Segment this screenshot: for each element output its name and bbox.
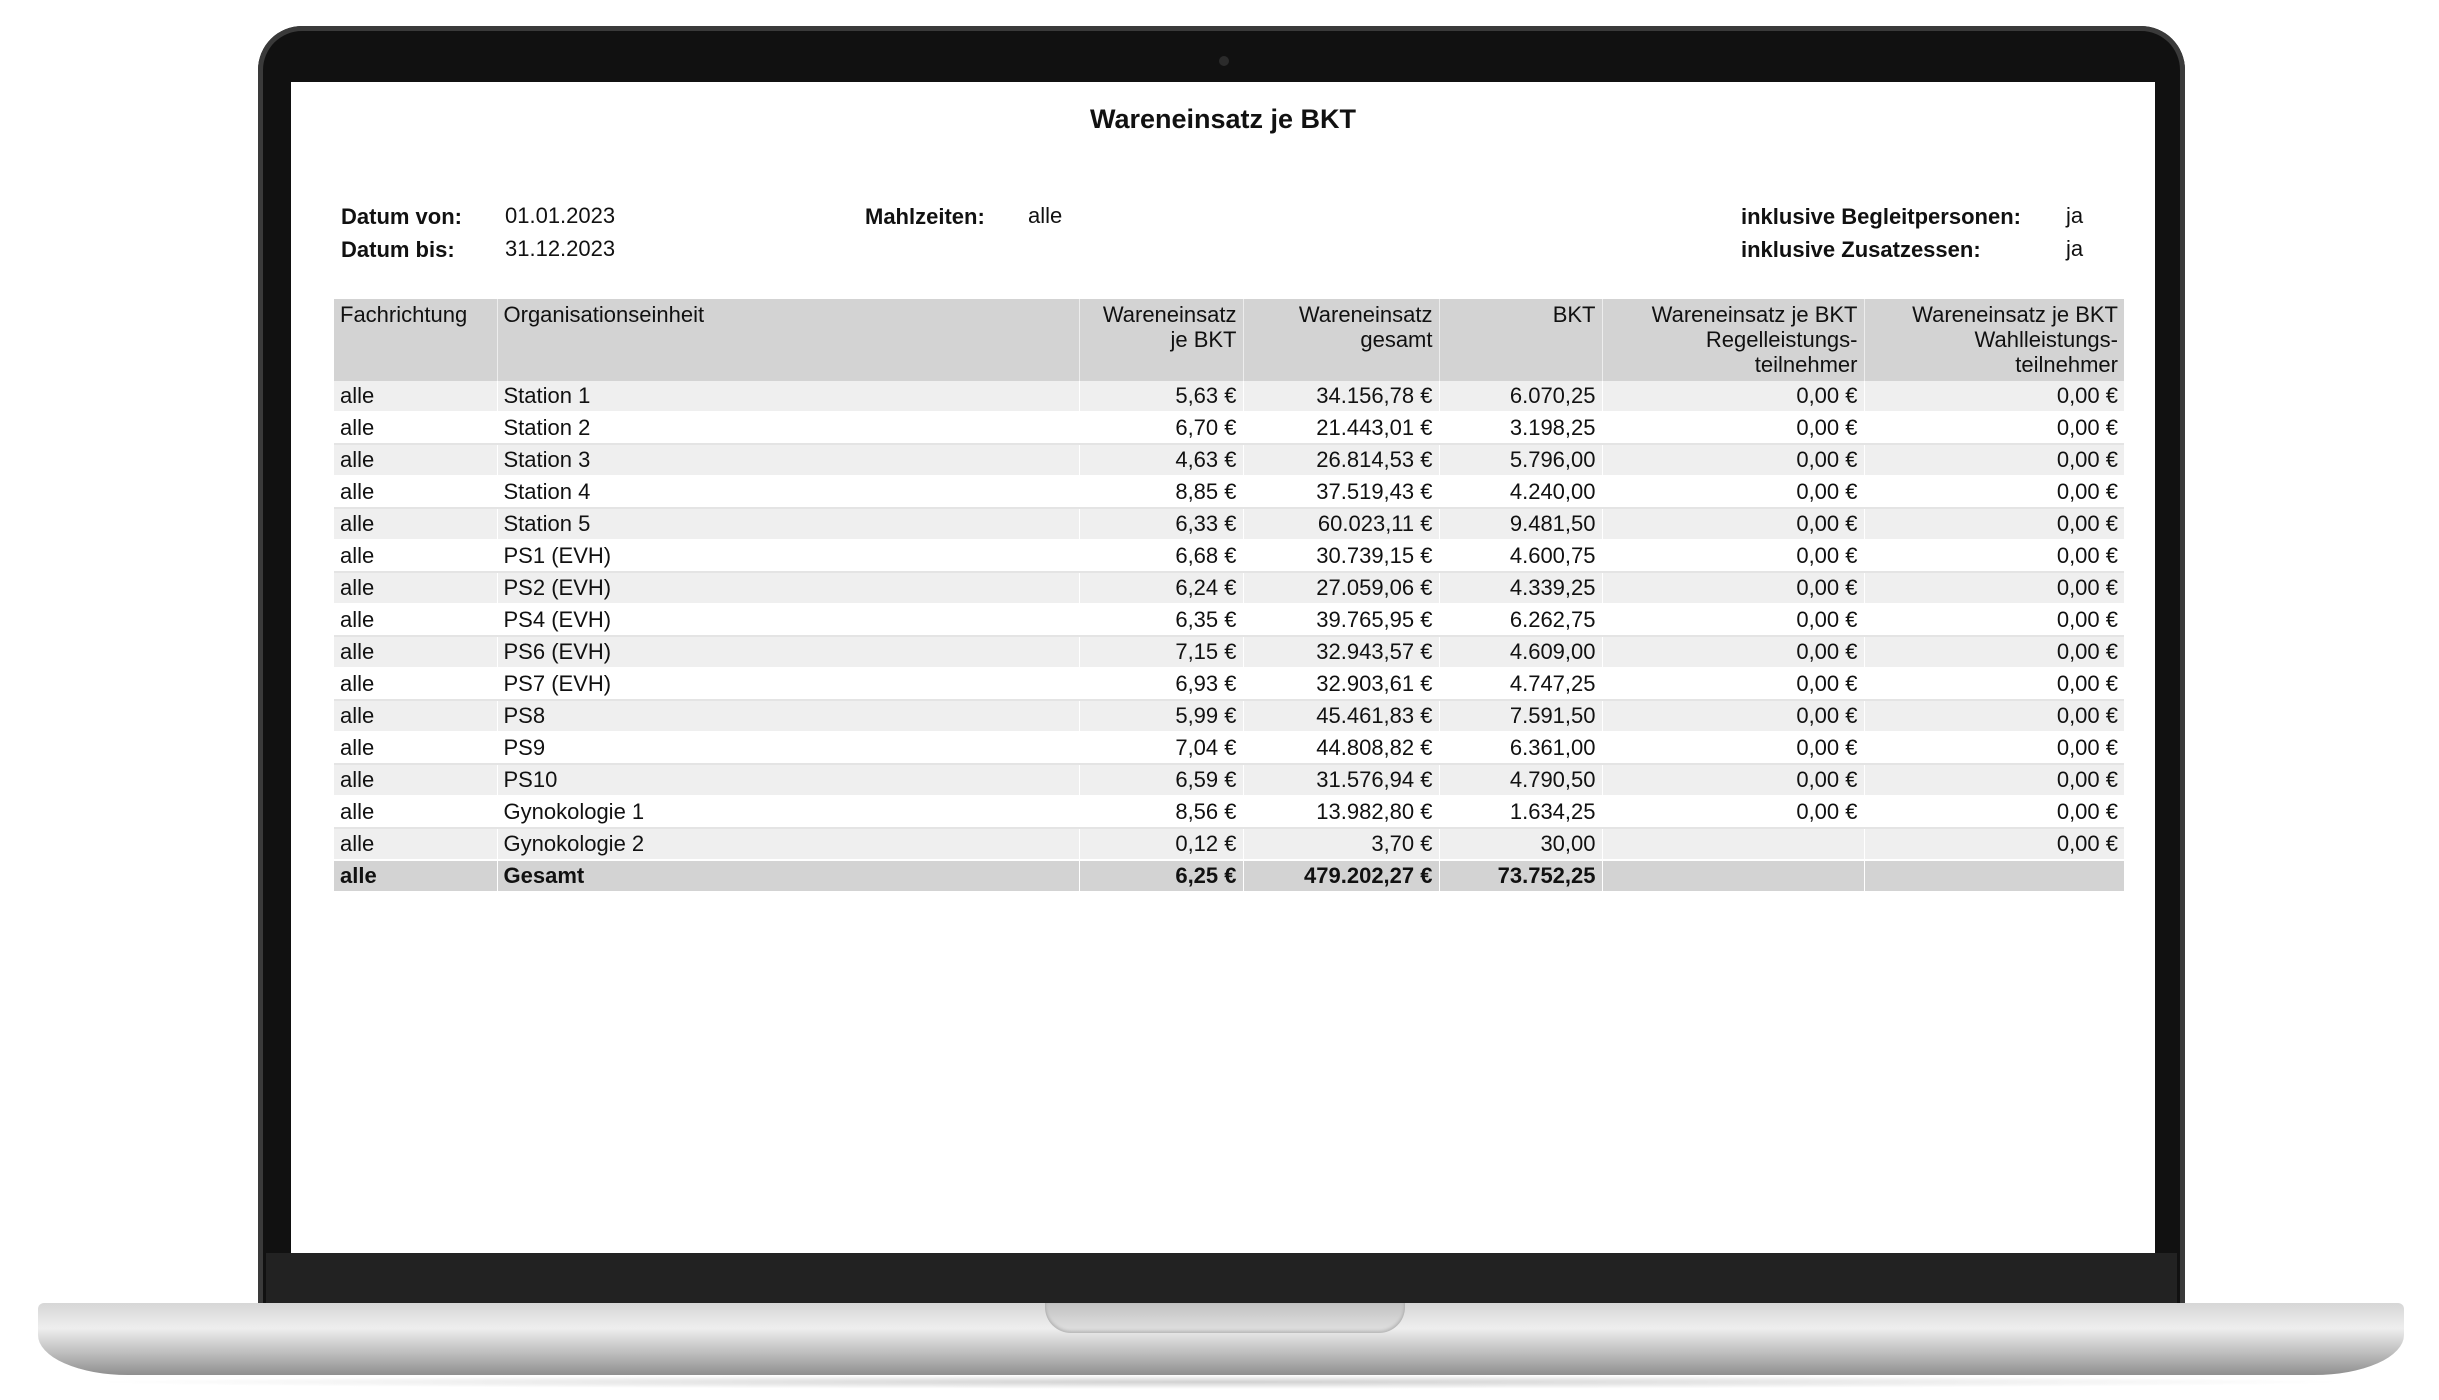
- table-cell: 4.600,75: [1439, 540, 1602, 572]
- table-row: [334, 732, 2124, 764]
- table-cell: PS7 (EVH): [497, 668, 1079, 700]
- table-cell: 3,70 €: [1243, 828, 1439, 860]
- table-row: [334, 540, 2124, 572]
- column-header: Organisationseinheit: [497, 299, 1079, 381]
- table-cell: Station 5: [497, 508, 1079, 540]
- table-cell: 6,24 €: [1079, 572, 1243, 604]
- table-cell: 0,00 €: [1864, 732, 2124, 764]
- laptop-notch: [1045, 1303, 1405, 1333]
- table-row: [334, 700, 2124, 732]
- table-cell: 0,00 €: [1864, 540, 2124, 572]
- table-cell: 0,00 €: [1602, 508, 1864, 540]
- table-cell: 3.198,25: [1439, 412, 1602, 444]
- table-row: [334, 444, 2124, 476]
- table-cell: 0,00 €: [1864, 572, 2124, 604]
- table-cell: PS1 (EVH): [497, 540, 1079, 572]
- table-cell: alle: [334, 476, 497, 508]
- table-cell: 4,63 €: [1079, 444, 1243, 476]
- table-cell: 26.814,53 €: [1243, 444, 1439, 476]
- table-cell: 21.443,01 €: [1243, 412, 1439, 444]
- table-cell: 4.339,25: [1439, 572, 1602, 604]
- table-cell: 0,00 €: [1602, 412, 1864, 444]
- camera-icon: [1219, 56, 1229, 66]
- table-cell: alle: [334, 828, 497, 860]
- zusatzessen-value: ja: [2066, 236, 2084, 261]
- total-cell: 479.202,27 €: [1243, 860, 1439, 892]
- total-row: [334, 860, 2124, 892]
- table-cell: 32.943,57 €: [1243, 636, 1439, 668]
- table-cell: 0,00 €: [1602, 668, 1864, 700]
- table-cell: 4.240,00: [1439, 476, 1602, 508]
- column-header: Wareneinsatz je BKT Regelleistungs- teilnehmer: [1602, 299, 1864, 381]
- table-cell: 8,85 €: [1079, 476, 1243, 508]
- table-cell: 39.765,95 €: [1243, 604, 1439, 636]
- table-cell: alle: [334, 540, 497, 572]
- table-cell: 0,00 €: [1602, 540, 1864, 572]
- table-cell: 0,00 €: [1602, 444, 1864, 476]
- table-body: [334, 381, 2124, 892]
- total-cell: [1864, 860, 2124, 892]
- table-cell: 0,00 €: [1864, 412, 2124, 444]
- table-cell: 6.262,75: [1439, 604, 1602, 636]
- column-header: BKT: [1439, 299, 1602, 381]
- table-row: [334, 796, 2124, 828]
- table-row: [334, 572, 2124, 604]
- table-cell: PS8: [497, 700, 1079, 732]
- total-cell: 73.752,25: [1439, 860, 1602, 892]
- table-cell: 7,04 €: [1079, 732, 1243, 764]
- table-cell: Gynokologie 1: [497, 796, 1079, 828]
- table-row: [334, 636, 2124, 668]
- table-cell: 0,00 €: [1864, 764, 2124, 796]
- table-cell: 0,12 €: [1079, 828, 1243, 860]
- table-cell: 4.747,25: [1439, 668, 1602, 700]
- mahlzeiten-value: alle: [1028, 203, 1063, 228]
- begleitpersonen-value: ja: [2066, 203, 2084, 228]
- table-cell: PS4 (EVH): [497, 604, 1079, 636]
- table-cell: 0,00 €: [1864, 668, 2124, 700]
- table-cell: alle: [334, 764, 497, 796]
- table-cell: 0,00 €: [1602, 476, 1864, 508]
- table-row: [334, 412, 2124, 444]
- total-cell: 6,25 €: [1079, 860, 1243, 892]
- table-cell: 0,00 €: [1602, 700, 1864, 732]
- table-cell: 0,00 €: [1602, 636, 1864, 668]
- table-cell: 44.808,82 €: [1243, 732, 1439, 764]
- table-cell: Station 4: [497, 476, 1079, 508]
- begleitpersonen-label: inklusive Begleitpersonen:: [1741, 204, 2021, 229]
- table-cell: 9.481,50: [1439, 508, 1602, 540]
- table-cell: 8,56 €: [1079, 796, 1243, 828]
- table-cell: 7,15 €: [1079, 636, 1243, 668]
- table-cell: 7.591,50: [1439, 700, 1602, 732]
- report-screen: [291, 82, 2155, 1253]
- table-cell: 37.519,43 €: [1243, 476, 1439, 508]
- table-cell: 0,00 €: [1864, 444, 2124, 476]
- laptop-chin: [266, 1253, 2177, 1305]
- datum-von-value: 01.01.2023: [505, 203, 616, 228]
- table-cell: 0,00 €: [1864, 828, 2124, 860]
- table-cell: 0,00 €: [1602, 764, 1864, 796]
- total-cell: [1602, 860, 1864, 892]
- table-cell: alle: [334, 444, 497, 476]
- table-cell: 0,00 €: [1864, 381, 2124, 412]
- table-cell: alle: [334, 412, 497, 444]
- table-cell: 31.576,94 €: [1243, 764, 1439, 796]
- table-cell: alle: [334, 508, 497, 540]
- table-cell: 5,63 €: [1079, 381, 1243, 412]
- column-header: Wareneinsatz gesamt: [1243, 299, 1439, 381]
- report-table: [334, 299, 2124, 893]
- table-cell: 0,00 €: [1602, 381, 1864, 412]
- table-cell: 0,00 €: [1864, 508, 2124, 540]
- table-cell: 30,00: [1439, 828, 1602, 860]
- table-row: [334, 764, 2124, 796]
- table-cell: alle: [334, 604, 497, 636]
- table-cell: 60.023,11 €: [1243, 508, 1439, 540]
- table-row: [334, 668, 2124, 700]
- table-cell: 0,00 €: [1602, 732, 1864, 764]
- table-cell: 6,93 €: [1079, 668, 1243, 700]
- table-cell: 32.903,61 €: [1243, 668, 1439, 700]
- table-row: [334, 828, 2124, 860]
- table-cell: PS2 (EVH): [497, 572, 1079, 604]
- table-cell: 0,00 €: [1864, 700, 2124, 732]
- table-cell: alle: [334, 381, 497, 412]
- table-cell: alle: [334, 732, 497, 764]
- table-cell: 0,00 €: [1864, 636, 2124, 668]
- table-row: [334, 381, 2124, 412]
- table-cell: alle: [334, 700, 497, 732]
- table-cell: PS6 (EVH): [497, 636, 1079, 668]
- table-cell: 6,70 €: [1079, 412, 1243, 444]
- table-cell: Station 3: [497, 444, 1079, 476]
- laptop-shadow: [80, 1375, 2360, 1389]
- datum-bis-label: Datum bis:: [341, 237, 455, 262]
- column-header: Wareneinsatz je BKT Wahlleistungs- teilnehmer: [1864, 299, 2124, 381]
- table-cell: PS9: [497, 732, 1079, 764]
- table-header-row: [334, 299, 2124, 381]
- datum-bis-value: 31.12.2023: [505, 236, 616, 261]
- column-header: Fachrichtung: [334, 299, 497, 381]
- table-cell: 1.634,25: [1439, 796, 1602, 828]
- table-cell: 0,00 €: [1864, 476, 2124, 508]
- table-row: [334, 508, 2124, 540]
- table-cell: Station 2: [497, 412, 1079, 444]
- table-cell: alle: [334, 796, 497, 828]
- table-cell: 30.739,15 €: [1243, 540, 1439, 572]
- table-cell: 4.609,00: [1439, 636, 1602, 668]
- report-title: Wareneinsatz je BKT: [1089, 104, 1357, 134]
- total-cell: Gesamt: [497, 860, 1079, 892]
- table-cell: 0,00 €: [1602, 604, 1864, 636]
- table-cell: 34.156,78 €: [1243, 381, 1439, 412]
- table-cell: 13.982,80 €: [1243, 796, 1439, 828]
- table-cell: 6.070,25: [1439, 381, 1602, 412]
- table-cell: alle: [334, 668, 497, 700]
- table-cell: 5.796,00: [1439, 444, 1602, 476]
- table-cell: 5,99 €: [1079, 700, 1243, 732]
- table-cell: 6,68 €: [1079, 540, 1243, 572]
- mahlzeiten-label: Mahlzeiten:: [865, 204, 985, 229]
- table-cell: 6.361,00: [1439, 732, 1602, 764]
- table-cell: 45.461,83 €: [1243, 700, 1439, 732]
- table-cell: 6,59 €: [1079, 764, 1243, 796]
- table-cell: alle: [334, 636, 497, 668]
- table-cell: alle: [334, 572, 497, 604]
- table-cell: 6,33 €: [1079, 508, 1243, 540]
- table-cell: Station 1: [497, 381, 1079, 412]
- table-cell: [1602, 828, 1864, 860]
- table-cell: 4.790,50: [1439, 764, 1602, 796]
- table-cell: 0,00 €: [1864, 604, 2124, 636]
- table-cell: 0,00 €: [1602, 572, 1864, 604]
- table-cell: 0,00 €: [1864, 796, 2124, 828]
- table-cell: PS10: [497, 764, 1079, 796]
- table-cell: 0,00 €: [1602, 796, 1864, 828]
- table-cell: 27.059,06 €: [1243, 572, 1439, 604]
- table-cell: 6,35 €: [1079, 604, 1243, 636]
- total-cell: alle: [334, 860, 497, 892]
- column-header: Wareneinsatz je BKT: [1079, 299, 1243, 381]
- table-row: [334, 604, 2124, 636]
- table-cell: Gynokologie 2: [497, 828, 1079, 860]
- datum-von-label: Datum von:: [341, 204, 462, 229]
- table-row: [334, 476, 2124, 508]
- zusatzessen-label: inklusive Zusatzessen:: [1741, 237, 1981, 262]
